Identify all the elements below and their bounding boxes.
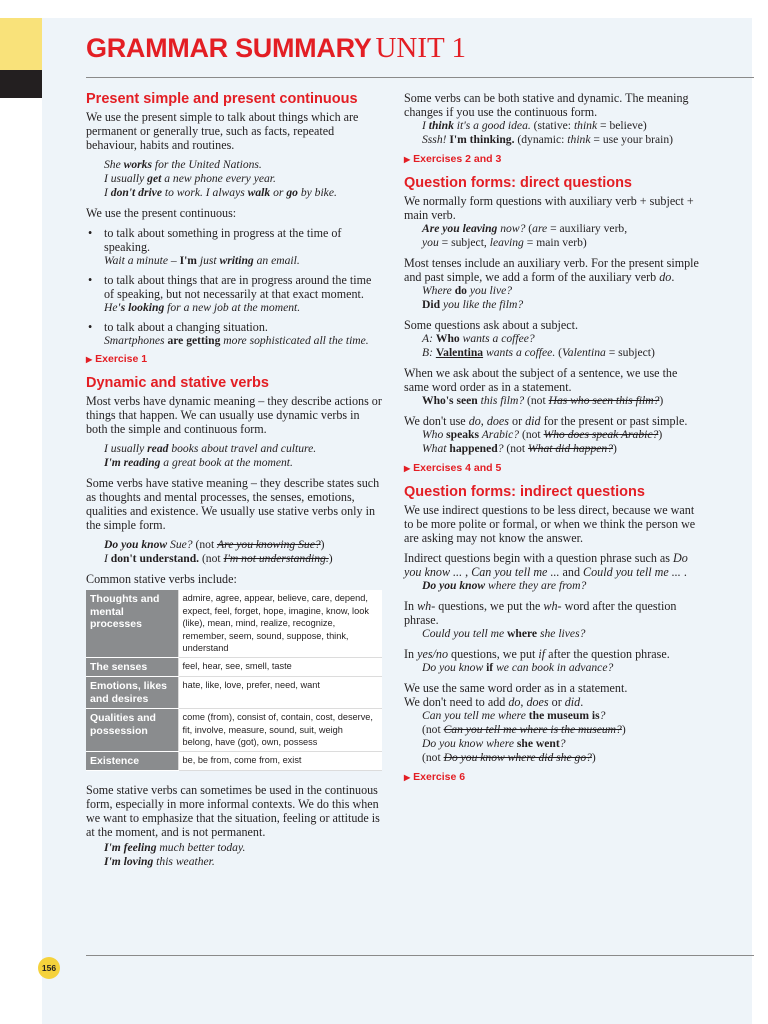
example-block (404, 222, 704, 250)
example-line: I'm loving this weather. (104, 855, 215, 868)
title-unit: UNIT 1 (375, 32, 466, 64)
table-category: Existence (86, 751, 178, 771)
page-title (86, 32, 754, 78)
table-row (86, 657, 382, 677)
example-line: Do you know Sue? (not Are you knowing Sue?) (104, 538, 325, 551)
example-block (404, 428, 704, 456)
paragraph: We don't need to add do, does or did. (404, 695, 584, 709)
table-category: Qualities and possession (86, 709, 178, 752)
table-category: The senses (86, 657, 178, 677)
example-line: Where do you live? (422, 284, 513, 297)
bullet-list (86, 226, 382, 348)
example-block (404, 284, 704, 312)
example-block (404, 709, 704, 765)
example-line: Can you tell me where the museum is? (422, 709, 606, 722)
exercise-link[interactable]: ▶ Exercise 1 (86, 353, 148, 365)
example-line: A: Who wants a coffee? (422, 332, 535, 345)
example-line: I don't drive to work. I always walk or go by bike. (104, 186, 337, 199)
example-line: Could you tell me where she lives? (422, 627, 586, 640)
example-block (404, 332, 704, 360)
table-verbs-line: belong, have (got), own, possess (182, 737, 318, 747)
example-line: Do you know where she went? (422, 737, 566, 750)
example-line: What happened? (not What did happen?) (422, 442, 617, 455)
table-row (86, 590, 382, 657)
paragraph: Some stative verbs can sometimes be used in the continuous form, especially in more informal contexts. We do this when we want to emphasize that the situation, feeling or attitude is at the moment, and is not permanent. (86, 783, 380, 839)
paragraph: We normally form questions with auxiliary verb + subject + main verb. (404, 194, 694, 222)
table-verbs: be, be from, come from, exist (178, 751, 382, 771)
paragraph: We use the present continuous: (86, 206, 237, 220)
example-line: Who speaks Arabic? (not Who does speak Arabic?) (422, 428, 663, 441)
table-verbs: admire, agree, appear, believe, care, depend, expect, feel, forget, hope, imagine, know, look (like), mean, mind, realize, recognize, remember, seem, sound, suppose, think, understand (178, 590, 382, 657)
triangle-right-icon: ▶ (404, 155, 411, 164)
stative-verbs-table (86, 590, 382, 771)
title-bold: GRAMMAR SUMMARY (86, 33, 372, 63)
example-line: I'm reading a great book at the moment. (104, 456, 293, 469)
example-block (404, 661, 704, 675)
page-number: 156 (38, 957, 60, 979)
left-column (86, 90, 382, 875)
example-line: B: Valentina wants a coffee. (Valentina = subject) (422, 346, 655, 359)
right-column (404, 91, 704, 792)
example-block (404, 119, 704, 147)
paragraph: Some verbs have stative meaning – they describe states such as thoughts and mental processes, the senses, emotions, qualities and existence. We usually use stative verbs only in the simple form. (86, 476, 380, 532)
example-line: Who's seen this film? (not Has who seen this film?) (422, 394, 664, 407)
table-row (86, 709, 382, 752)
table-verbs-line: come (from), consist of, contain, cost, deserve, fit, involve, measure, sound, suit, weigh (182, 712, 373, 735)
paragraph: In yes/no questions, we put if after the question phrase. (404, 647, 670, 661)
triangle-right-icon: ▶ (404, 464, 411, 473)
example-line: I don't understand. (not I'm not understanding.) (104, 552, 333, 565)
example-line: She works for the United Nations. (104, 158, 262, 171)
exercise-link[interactable]: ▶ Exercises 2 and 3 (404, 153, 502, 165)
example-line: I'm feeling much better today. (104, 841, 246, 854)
paragraph: Indirect questions begin with a question phrase such as Do you know ... , Can you tell me ... and Could you tell me ... . (404, 551, 688, 579)
table-category: Thoughts and mental processes (86, 590, 178, 657)
example-line: Sssh! I'm thinking. (dynamic: think = use your brain) (422, 133, 674, 146)
example-line: Are you leaving now? (are = auxiliary verb, (422, 222, 628, 235)
paragraph: We use indirect questions to be less direct, because we want to be more polite or formal, or when we think the person we are asking may not know the answer. (404, 503, 696, 545)
section-title-present-simple: Present simple and present continuous (86, 91, 358, 107)
example-block (86, 158, 382, 200)
list-item: • to talk about something in progress at the time of speaking. Wait a minute – I'm just writing an email. (86, 226, 382, 268)
section-title-dynamic-stative: Dynamic and stative verbs (86, 375, 269, 391)
example-line: (not Can you tell me where is the museum?) (422, 723, 626, 736)
example-line: Do you know if we can book in advance? (422, 661, 614, 674)
header-dark-tab (0, 70, 42, 98)
paragraph: In wh- questions, we put the wh- word after the question phrase. (404, 599, 677, 627)
example-block (86, 442, 382, 470)
paragraph: Some verbs can be both stative and dynamic. The meaning changes if you use the continuous form. (404, 91, 689, 119)
example-line: I usually get a new phone every year. (104, 172, 276, 185)
paragraph: Most tenses include an auxiliary verb. For the present simple and past simple, we add a form of the auxiliary verb do. (404, 256, 699, 284)
example-block (86, 841, 382, 869)
example-block (404, 579, 704, 593)
list-item: • to talk about things that are in progress around the time of speaking, but not necessarily at that exact moment. He's looking for a new job at the moment. (86, 273, 382, 315)
triangle-right-icon: ▶ (86, 355, 93, 364)
table-row (86, 677, 382, 709)
exercise-link[interactable]: ▶ Exercise 6 (404, 771, 466, 783)
paragraph: Most verbs have dynamic meaning – they describe actions or things that happen. We can usually use dynamic verbs in both the simple and continuous form. (86, 394, 382, 436)
exercise-link[interactable]: ▶ Exercises 4 and 5 (404, 462, 502, 474)
example-line: (not Do you know where did she go?) (422, 751, 596, 764)
example-block (404, 394, 704, 408)
example-line: you = subject, leaving = main verb) (422, 236, 587, 249)
paragraph: We don't use do, does or did for the present or past simple. (404, 414, 688, 428)
paragraph: Common stative verbs include: (86, 572, 237, 586)
paragraph: We use the same word order as in a statement. (404, 681, 628, 695)
example-line: Do you know where they are from? (422, 579, 587, 592)
table-verbs: feel, hear, see, smell, taste (178, 657, 382, 677)
triangle-right-icon: ▶ (404, 773, 411, 782)
example-block (404, 627, 704, 641)
section-title-direct-questions: Question forms: direct questions (404, 175, 632, 191)
table-category: Emotions, likes and desires (86, 677, 178, 709)
footer-divider (86, 955, 754, 956)
paragraph: Some questions ask about a subject. (404, 318, 578, 332)
example-line: I usually read books about travel and culture. (104, 442, 317, 455)
paragraph: We use the present simple to talk about things which are permanent or generally true, such as facts, repeated behaviour, habits and routines. (86, 110, 359, 152)
paragraph: When we ask about the subject of a sentence, we use the same word order as in a statement. (404, 366, 678, 394)
example-line: Did you like the film? (422, 298, 524, 311)
example-block (86, 538, 382, 566)
example-line: I think it's a good idea. (stative: think = believe) (422, 119, 647, 132)
header-yellow-tab (0, 18, 42, 70)
table-verbs (178, 709, 382, 752)
section-title-indirect-questions: Question forms: indirect questions (404, 484, 645, 500)
table-verbs: hate, like, love, prefer, need, want (178, 677, 382, 709)
example-line: Smartphones are getting more sophisticated all the time. (104, 334, 369, 347)
list-item: • to talk about a changing situation. Smartphones are getting more sophisticated all the time. (86, 320, 382, 348)
table-row (86, 751, 382, 771)
example-line: He's looking for a new job at the moment. (104, 301, 301, 314)
example-line: Wait a minute – I'm just writing an email. (104, 254, 300, 267)
